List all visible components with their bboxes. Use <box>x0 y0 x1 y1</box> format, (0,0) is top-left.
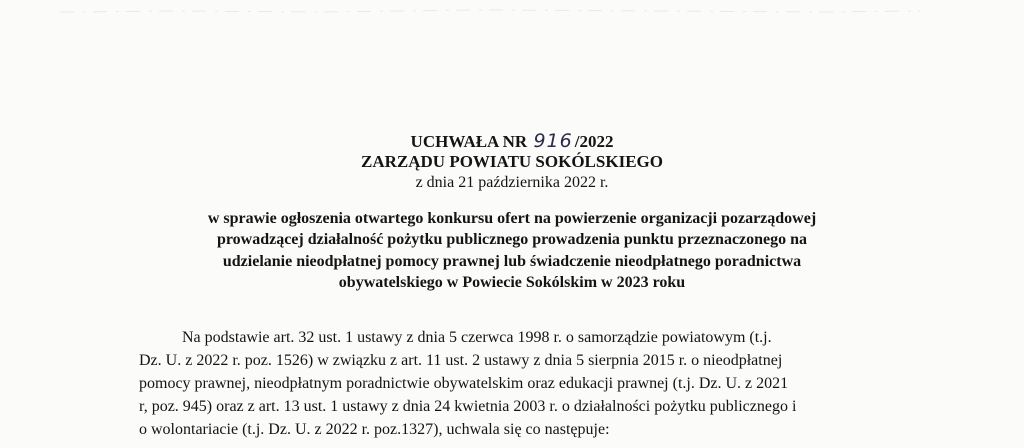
resolution-header <box>0 131 1024 194</box>
body-line: Dz. U. z 2022 r. poz. 1526) w związku z art. 11 ust. 2 ustawy z dnia 5 sierpnia 2015 r. o nieodpłatnej <box>139 352 783 369</box>
legal-basis-paragraph <box>0 326 1024 441</box>
resolution-title-suffix: /2022 <box>574 132 614 151</box>
subject-line: obywatelskiego w Powiecie Sokólskim w 2023 roku <box>338 273 686 291</box>
body-line: Na podstawie art. 32 ust. 1 ustawy z dnia 5 czerwca 1998 r. o samorządzie powiatowym (t.j. <box>182 329 772 346</box>
handwritten-resolution-number: 916 <box>533 130 573 152</box>
resolution-date: z dnia 21 października 2022 r. <box>415 174 609 191</box>
resolution-subject <box>0 208 1024 293</box>
body-line: r, poz. 945) oraz z art. 13 ust. 1 ustawy z dnia 24 kwietnia 2003 r. o działalności pożytku publicznego i <box>139 398 797 415</box>
issuer-name: ZARZĄDU POWIATU SOKÓLSKIEGO <box>361 152 663 171</box>
subject-line: w sprawie ogłoszenia otwartego konkursu ofert na powierzenie organizacji pozarządowej <box>207 210 817 227</box>
resolution-title-prefix: UCHWAŁA NR <box>410 132 528 151</box>
body-line: o wolontariacie (t.j. Dz. U. z 2022 r. poz.1327), uchwala się co następuje: <box>139 421 610 438</box>
body-line: pomocy prawnej, nieodpłatnym poradnictwie obywatelskim oraz edukacji prawnej (t.j. Dz. U. z 2021 <box>139 375 789 392</box>
subject-line: udzielanie nieodpłatnej pomocy prawnej lub świadczenie nieodpłatnego poradnictwa <box>222 252 802 270</box>
resolution-title <box>0 131 1024 152</box>
scan-artifact-line <box>60 6 920 16</box>
subject-line: prowadzącej działalność pożytku publicznego prowadzenia punktu przeznaczonego na <box>216 231 808 249</box>
